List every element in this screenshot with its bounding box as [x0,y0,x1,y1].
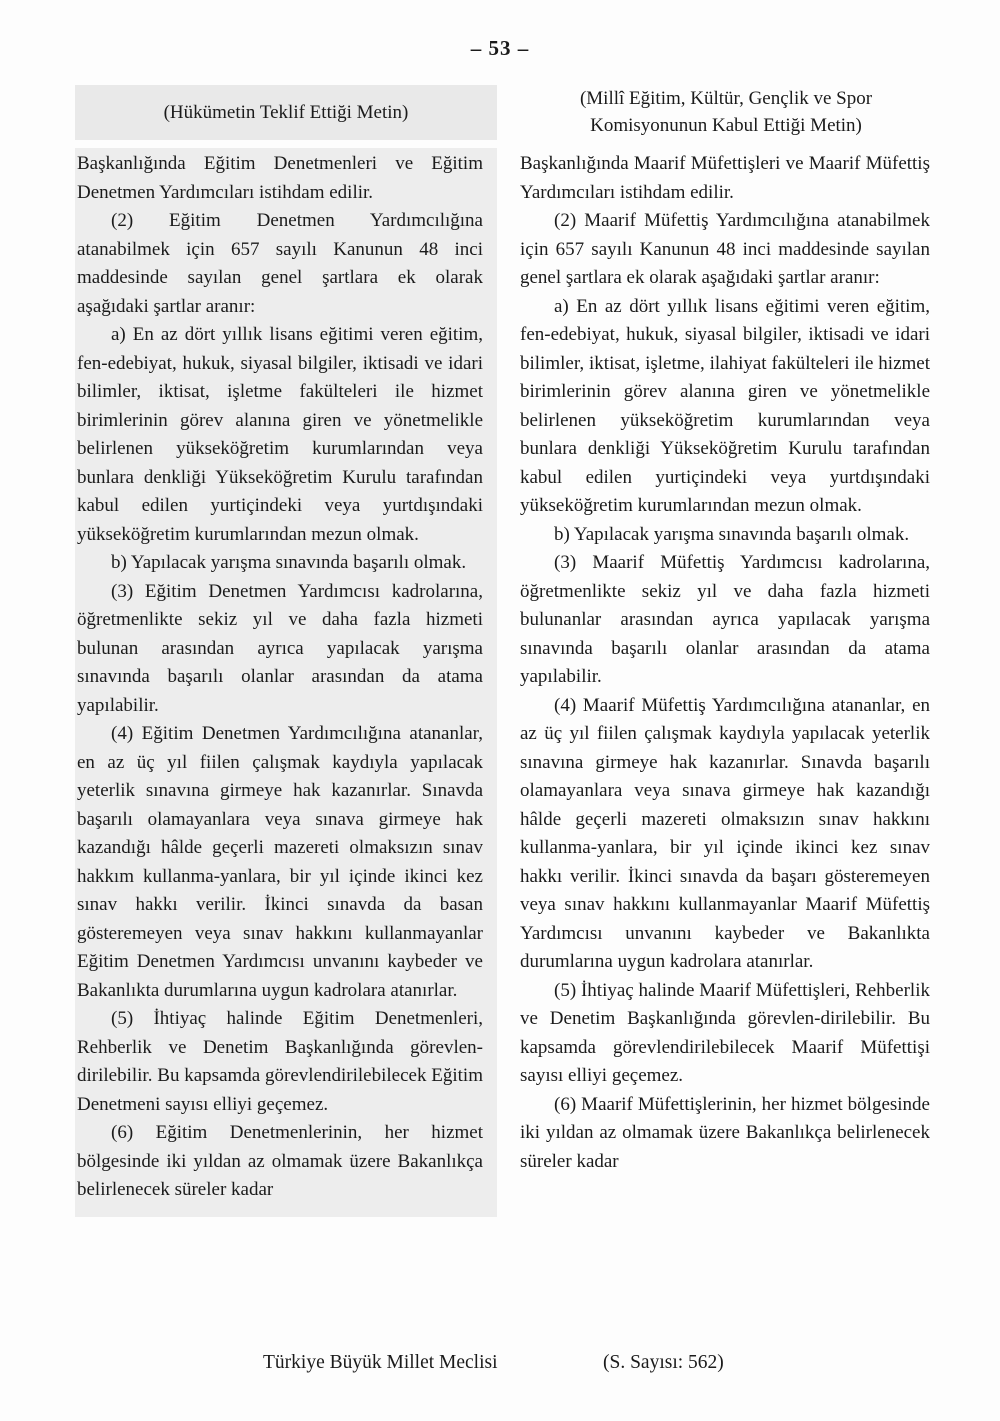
right-column [520,85,932,1188]
paragraph: b) Yapılacak yarışma sınavında başarılı olmak. [554,523,910,545]
paragraph: Başkanlığında Eğitim Denetmenleri ve Eğitim Denetmen Yardımcıları istihdam edilir. [77,153,483,203]
footer-institution: Türkiye Büyük Millet Meclisi [263,1352,498,1373]
paragraph: (3) Eğitim Denetmen Yardımcısı kadrolarına, öğretmenlikte sekiz yıl ve daha fazla hizmeti bulunan arasından ayrıca yapılacak yarışma sınavında başarılı olanlar arasından da atama yapılabilir. [77,580,483,716]
paragraph: (6) Maarif Müfettişlerinin, her hizmet bölgesinde iki yıldan az olmamak üzere Bakanlıkça belirlenecek süreler kadar [520,1093,930,1172]
page-number: – 53 – [470,36,530,60]
paragraph: (4) Maarif Müfettiş Yardımcılığına atananlar, en az üç yıl fiilen çalışmak kaydıyla yapılacak yeterlik sınavına girmeye hak kazanırlar. Sınavda başarılı olamayanlara veya sınava girmeye hak kazandığı hâlde geçerli mazereti olmaksızın sınav hakkını kullanma-yanlara, bir yıl içinde ikinci kez sınav hakkı verilir. İkinci sınavda da başarı gösteremeyen veya sınav hakkını kullanmayanlar Maarif Müfettiş Yardımcısı unvanını kaybeder ve Bakanlıkta durumlarına uygun kadrolara atanırlar. [520,694,930,972]
right-column-header-line1: (Millî Eğitim, Kültür, Gençlik ve Spor [579,88,873,109]
left-column [75,85,497,1217]
paragraph: (5) İhtiyaç halinde Maarif Müfettişleri, Rehberlik ve Denetim Başkanlığında görevlen-dirilebilir. Bu kapsamda görevlendirilebilecek Maarif Müfettişi sayısı elliyi geçemez. [520,979,930,1086]
paragraph: (4) Eğitim Denetmen Yardımcılığına atananlar, en az üç yıl fiilen çalışmak kaydıyla yapılacak yeterlik sınavına girmeye hak kazanırlar. Sınavda başarılı olamayanlara veya sınava girmeye hak kazandığı hâlde geçerli mazereti olmaksızın sınav hakkım kullanma-yanlara, bir yıl içinde ikinci kez sınav hakkı verilir. İkinci sınavda da basan gösteremeyen veya sınav hakkını kullanmayanlar Eğitim Denetmen Yardımcısı unvanını kaybeder ve Bakanlıkta durumlarına uygun kadrolara atanırlar. [77,723,483,1001]
paragraph: a) En az dört yıllık lisans eğitimi veren eğitim, fen-edebiyat, hukuk, siyasal bilgiler, iktisadi ve idari bilimler, iktisat, işletme fakülteleri ile hizmet birimlerinin görev alanına giren ve yönetmelikle belirlenen yükseköğretim kurumlarından veya bunlara denkliği Yükseköğretim Kurulu tarafından kabul edilen yurtiçindeki veya yurtdışındaki yükseköğretim kurumlarından mezun olmak. [77,324,483,545]
paragraph: (2) Maarif Müfettiş Yardımcılığına atanabilmek için 657 sayılı Kanunun 48 inci maddesinde sayılan genel şartlara ek olarak aşağıdaki şartlar aranır: [520,210,930,288]
paragraph: (6) Eğitim Denetmenlerinin, her hizmet bölgesinde iki yıldan az olmamak üzere Bakanlıkça belirlenecek süreler kadar [77,1122,483,1200]
paragraph: (3) Maarif Müfettiş Yardımcısı kadrolarına, öğretmenlikte sekiz yıl ve daha fazla hizmeti bulunanlar arasından ayrıca yapılacak yarışma sınavında başarılı olanlar arasından da atama yapılabilir. [520,552,930,687]
footer-document-number: (S. Sayısı: 562) [603,1352,724,1373]
left-column-header-box [75,85,497,140]
paragraph: b) Yapılacak yarışma sınavında başarılı olmak. [111,552,467,573]
paragraph: a) En az dört yıllık lisans eğitimi veren eğitim, fen-edebiyat, hukuk, siyasal bilgiler, iktisadi ve idari bilimler, iktisat, işletme, ilahiyat fakülteleri ile hizmet birimlerinin görev alanına giren ve yönetmelikle belirlenen yükseköğretim kurumlarından veya bunlara denkliği Yükseköğretim Kurulu tarafından kabul edilen yurtiçindeki veya yurtdışındaki yükseköğretim kurumlarından mezun olmak. [520,295,930,516]
paragraph: Başkanlığında Maarif Müfettişleri ve Maarif Müfettiş Yardımcıları istihdam edilir. [520,153,930,203]
right-column-header [520,85,932,139]
left-column-body [75,148,497,1217]
paragraph: (2) Eğitim Denetmen Yardımcılığına atanabilmek için 657 sayılı Kanunun 48 inci maddesinde sayılan genel şartlara ek olarak aşağıdaki şartlar aranır: [77,210,483,317]
right-column-header-line2: Komisyonunun Kabul Ettiği Metin) [590,115,862,136]
right-column-body [520,148,932,1188]
paragraph: (5) İhtiyaç halinde Eğitim Denetmenleri, Rehberlik ve Denetim Başkanlığında görevlen-dirilebilir. Bu kapsamda görevlendirilebilecek Eğitim Denetmeni sayısı elliyi geçemez. [77,1008,483,1115]
left-column-header: (Hükümetin Teklif Ettiği Metin) [163,101,409,123]
